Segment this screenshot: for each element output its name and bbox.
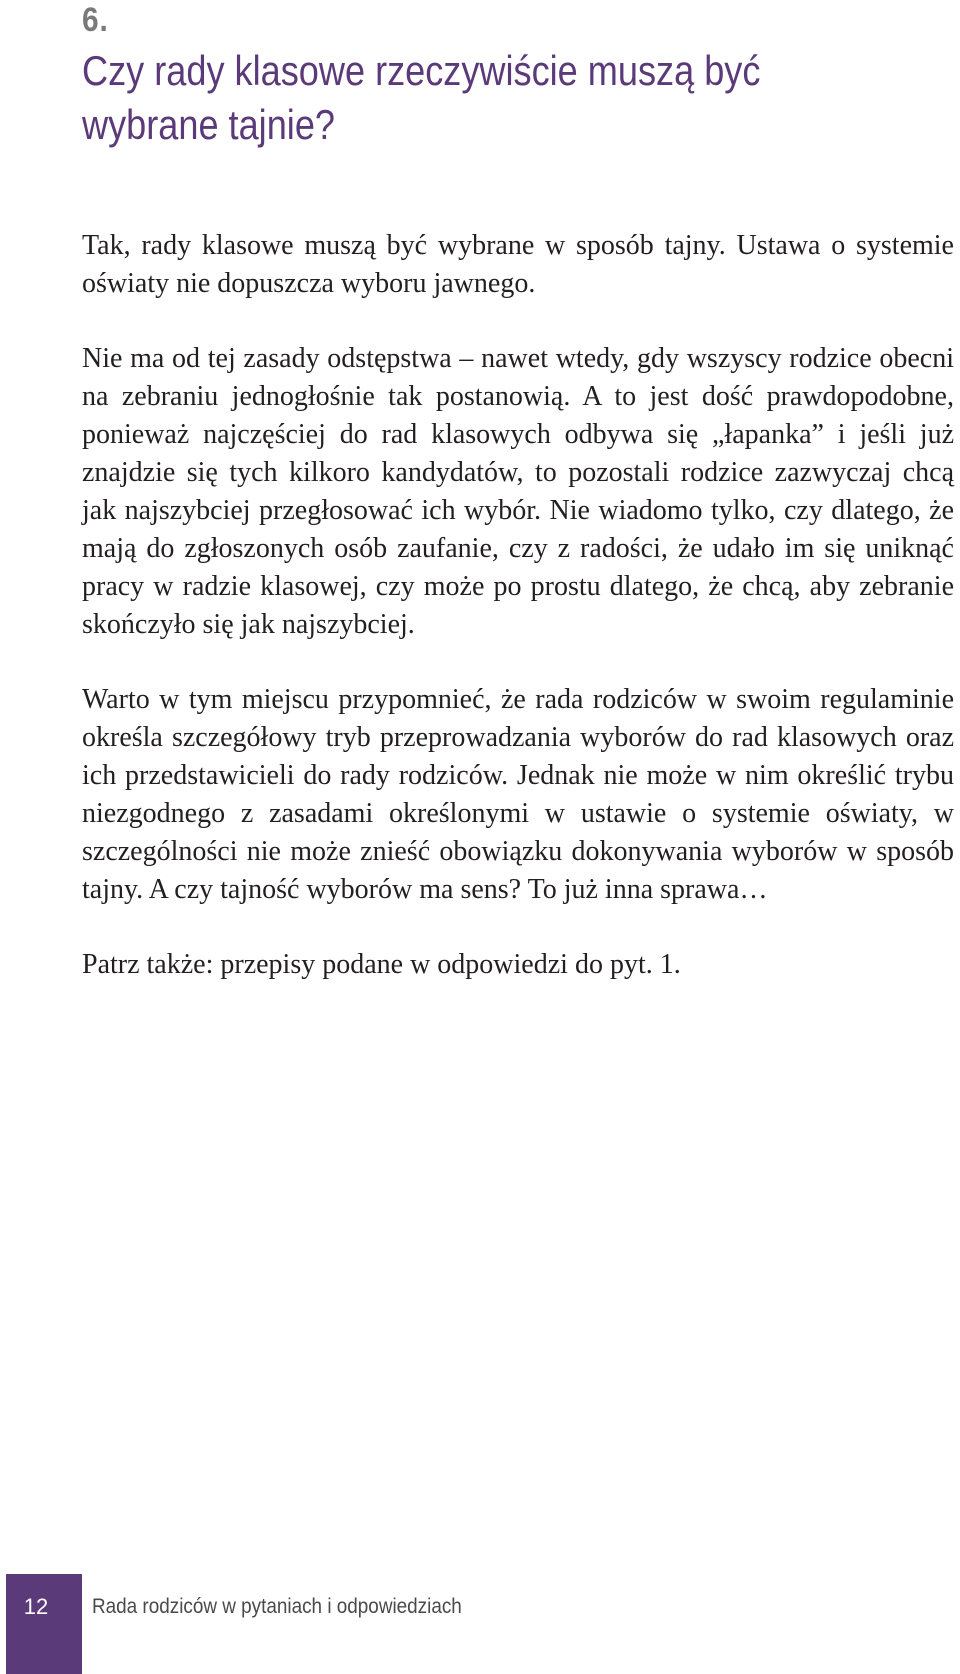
paragraph-3: Warto w tym miejscu przypomnieć, że rada rodziców w swoim regulaminie określa szczegółowy tryb przeprowadzania wyborów do rad klasowych oraz ich przedstawicieli do rady rodziców. Jednak nie może w nim określić trybu niezgodnego z zasadami określonymi w ustawie o systemie oświaty, w szczególności nie może znieść obowiązku dokonywania wyborów w sposób tajny. A czy tajność wyborów ma sens? To już inna sprawa… (82, 684, 954, 905)
page-number: 12 (23, 1594, 49, 1619)
question-title: Czy rady klasowe rzeczywiście muszą być wybrane tajnie? (82, 47, 761, 148)
question-number: 6. (82, 1, 109, 39)
page-footer (0, 1574, 960, 1674)
running-title: Rada rodziców w pytaniach i odpowiedziach (92, 1595, 462, 1618)
see-also-note: Patrz także: przepisy podane w odpowiedzi do pyt. 1. (82, 949, 681, 980)
answer-body (82, 227, 954, 1021)
paragraph-1: Tak, rady klasowe muszą być wybrane w sposób tajny. Ustawa o systemie oświaty nie dopuszcza wyboru jawnego. (82, 230, 954, 299)
paragraph-2: Nie ma od tej zasady odstępstwa – nawet wtedy, gdy wszyscy rodzice obecni na zebraniu jednogłośnie tak postanowią. A to jest dość prawdopodobne, ponieważ najczęściej do rad klasowych odbywa się „łapanka” i jeśli już znajdzie się tych kilkoro kandydatów, to pozostali rodzice zazwyczaj chcą jak najszybciej przegłosować ich wybór. Nie wiadomo tylko, czy dlatego, że mają do zgłoszonych osób zaufanie, czy z radości, że udało im się uniknąć pracy w radzie klasowej, czy może po prostu dlatego, że chcą, aby zebranie skończyło się jak najszybciej. (82, 343, 954, 640)
